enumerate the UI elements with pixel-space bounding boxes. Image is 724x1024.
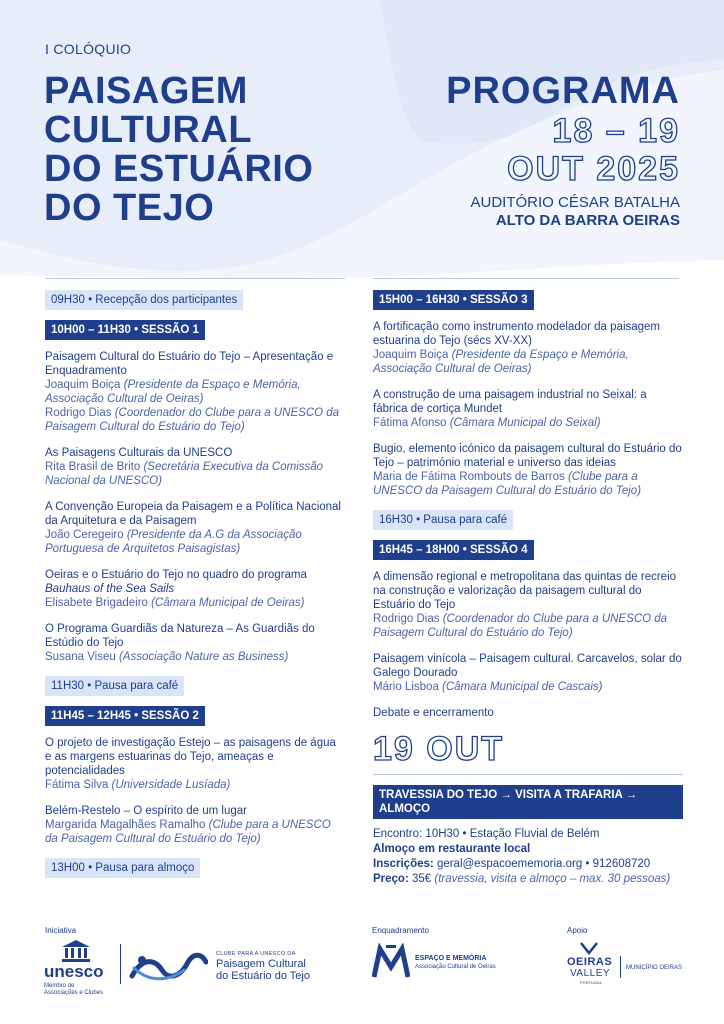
talk-speaker: Margarida Magalhães Ramalho (Clube para a UNESCO da Paisagem Cultural do Estuário do Tejo) [45, 819, 331, 845]
talk-title: O Programa Guardiãs da Natureza – As Guardiãs do Estúdio do Tejo [45, 623, 315, 649]
talk-speaker: Maria de Fátima Rombouts de Barros (Clube para a UNESCO da Paisagem Cultural do Estuário do Tejo) [373, 471, 642, 497]
talk-item [45, 736, 345, 792]
talk-item [373, 652, 683, 694]
talk-item [373, 570, 683, 640]
clube-small-label: CLUBE PARA A UNESCO DA [216, 951, 296, 957]
title-line-2: CULTURAL [44, 109, 253, 151]
footer-initiative-label: Iniciativa [45, 926, 77, 935]
talk-speaker: Joaquim Boiça (Presidente da Espaço e Memória, Associação Cultural de Oeiras) [373, 349, 629, 375]
talk-title: A dimensão regional e metropolitana das quintas de recreio na construção e valorização da paisagem cultural do Estuário do Tejo [373, 571, 677, 611]
talk-title-italic: Bauhaus of the Sea Sails [45, 583, 175, 595]
divider-day19 [373, 774, 683, 775]
talk-item [45, 804, 345, 846]
talk-speaker: Fátima Afonso (Câmara Municipal do Seixal) [373, 417, 601, 429]
programa-heading: PROGRAMA [446, 70, 680, 112]
break-tag: 16H30 • Pausa para café [373, 510, 513, 530]
price-info: Preço: 35€ (travessia, visita e almoço – max. 30 pessoas) [373, 873, 671, 885]
meeting-info: Encontro: 10H30 • Estação Fluvial de Belém [373, 828, 600, 840]
lunch-break-tag: 13H00 • Pausa para almoço [45, 858, 200, 878]
program-header [446, 70, 680, 230]
talk-speaker: Elisabete Brigadeiro (Câmara Municipal de Oeiras) [45, 597, 305, 609]
clube-wave-logo-icon [128, 948, 208, 984]
title-line-3: DO ESTUÁRIO [44, 148, 314, 190]
footer-framework-label: Enquadramento [372, 926, 429, 935]
talk-title: Belém-Restelo – O espírito de um lugar [45, 805, 247, 817]
session-4-tag: 16H45 – 18H00 • SESSÃO 4 [373, 540, 534, 560]
session-1-tag: 10H00 – 11H30 • SESSÃO 1 [45, 320, 205, 340]
venue-location: ALTO DA BARRA OEIRAS [495, 212, 680, 229]
municipio-label: MUNICÍPIO OEIRAS [626, 965, 683, 971]
session-3-tag: 15H00 – 16H30 • SESSÃO 3 [373, 290, 534, 310]
talk-speaker: Fátima Silva (Universidade Lusíada) [45, 779, 231, 791]
talk-item [373, 320, 683, 376]
day-19-heading: 19 OUT [373, 730, 505, 768]
lunch-info: Almoço em restaurante local [373, 843, 531, 855]
valley-wordmark: VALLEY [570, 968, 611, 979]
unesco-temple-icon [62, 940, 90, 962]
talk-speaker: Rodrigo Dias (Coordenador do Clube para a UNESCO da Paisagem Cultural do Estuário do Tejo) [373, 613, 668, 639]
unesco-wordmark: unesco [44, 962, 104, 981]
talk-title: O projeto de investigação Estejo – as paisagens de água e as margens estuarinas do Tejo, ameaças e potencialidades [45, 737, 336, 777]
unesco-subtitle: Membro de Associações e Clubes [44, 983, 104, 996]
talk-title: A fortificação como instrumento modelador da paisagem estuarina do Tejo (sécs XV-XX) [373, 321, 661, 347]
clube-name: Paisagem Cultural do Estuário do Tejo [216, 958, 310, 982]
divider-right [373, 278, 679, 279]
talk-item [45, 622, 345, 664]
title-line-4: DO TEJO [44, 187, 215, 229]
page-title [44, 72, 334, 228]
talk-title: Paisagem vinícola – Paisagem cultural. Carcavelos, solar do Galego Dourado [373, 653, 682, 679]
talk-speaker: João Ceregeiro (Presidente da A.G da Associação Portuguesa de Arquitetos Paisagistas) [45, 529, 302, 555]
talk-item [45, 500, 345, 556]
talk-speaker: Rodrigo Dias (Coordenador do Clube para a UNESCO da Paisagem Cultural do Estuário do Tejo) [45, 407, 340, 433]
registration-info: Inscrições: geral@espacoememoria.org • 912608720 [373, 858, 651, 870]
talk-item [45, 350, 345, 434]
logo-divider [120, 944, 121, 984]
talk-title: A construção de uma paisagem industrial no Seixal: a fábrica de cortiça Mundet [373, 389, 647, 415]
session-2-tag: 11H45 – 12H45 • SESSÃO 2 [45, 706, 205, 726]
talk-title: Paisagem Cultural do Estuário do Tejo – Apresentação e Enquadramento [45, 351, 334, 377]
talk-item [373, 388, 683, 430]
talk-title: Oeiras e o Estuário do Tejo no quadro do programa [45, 569, 307, 581]
espaco-memoria-title: ESPAÇO E MEMÓRIA [415, 955, 487, 962]
oeiras-wordmark: OEIRAS [567, 956, 613, 968]
dates-line-2: OUT 2025 [507, 150, 680, 188]
trip-tag: TRAVESSIA DO TEJO → VISITA A TRAFARIA → ALMOÇO [373, 785, 683, 819]
talk-speaker: Rita Brasil de Brito (Secretária Executiva da Comissão Nacional da UNESCO) [45, 461, 324, 487]
oeiras-valley-chevron-icon [580, 941, 598, 955]
talk-title: Bugio, elemento icónico da paisagem cultural do Estuário do Tejo – património material e universo das ideias [373, 443, 682, 469]
registration-contact[interactable]: geral@espacoememoria.org • 912608720 [436, 858, 651, 870]
talk-item [45, 446, 345, 488]
footer-support-label: Apoio [567, 926, 588, 935]
talk-speaker: Susana Viseu (Associação Nature as Business) [45, 651, 289, 663]
reception-tag: 09H30 • Recepção dos participantes [45, 290, 243, 310]
closing-label: Debate e encerramento [373, 707, 494, 719]
talk-item [373, 442, 683, 498]
talk-title: As Paisagens Culturais da UNESCO [45, 447, 233, 459]
espaco-memoria-subtitle: Associação Cultural de Oeiras [415, 964, 496, 970]
visit-info [373, 827, 683, 887]
schedule-day18-afternoon [373, 290, 683, 887]
espaco-memoria-logo-icon [372, 943, 410, 981]
dates-line-1: 18 – 19 [552, 112, 680, 150]
logo-divider [620, 956, 621, 978]
divider-left [45, 278, 345, 279]
talk-speaker: Mário Lisboa (Câmara Municipal de Cascais) [373, 681, 603, 693]
talk-title: A Convenção Europeia da Paisagem e a Política Nacional da Arquitetura e da Paisagem [45, 501, 341, 527]
break-tag: 11H30 • Pausa para café [45, 676, 184, 696]
venue-name: AUDITÓRIO CÉSAR BATALHA [470, 194, 680, 211]
talk-item [45, 568, 345, 610]
talk-speaker: Joaquim Boiça (Presidente da Espaço e Memória, Associação Cultural de Oeiras) [45, 379, 301, 405]
colloquium-label: I COLÓQUIO [45, 41, 132, 57]
schedule-day18-morning [45, 290, 345, 888]
portugal-wordmark: PORTUGAL [580, 980, 602, 985]
title-line-1: PAISAGEM [44, 70, 248, 112]
